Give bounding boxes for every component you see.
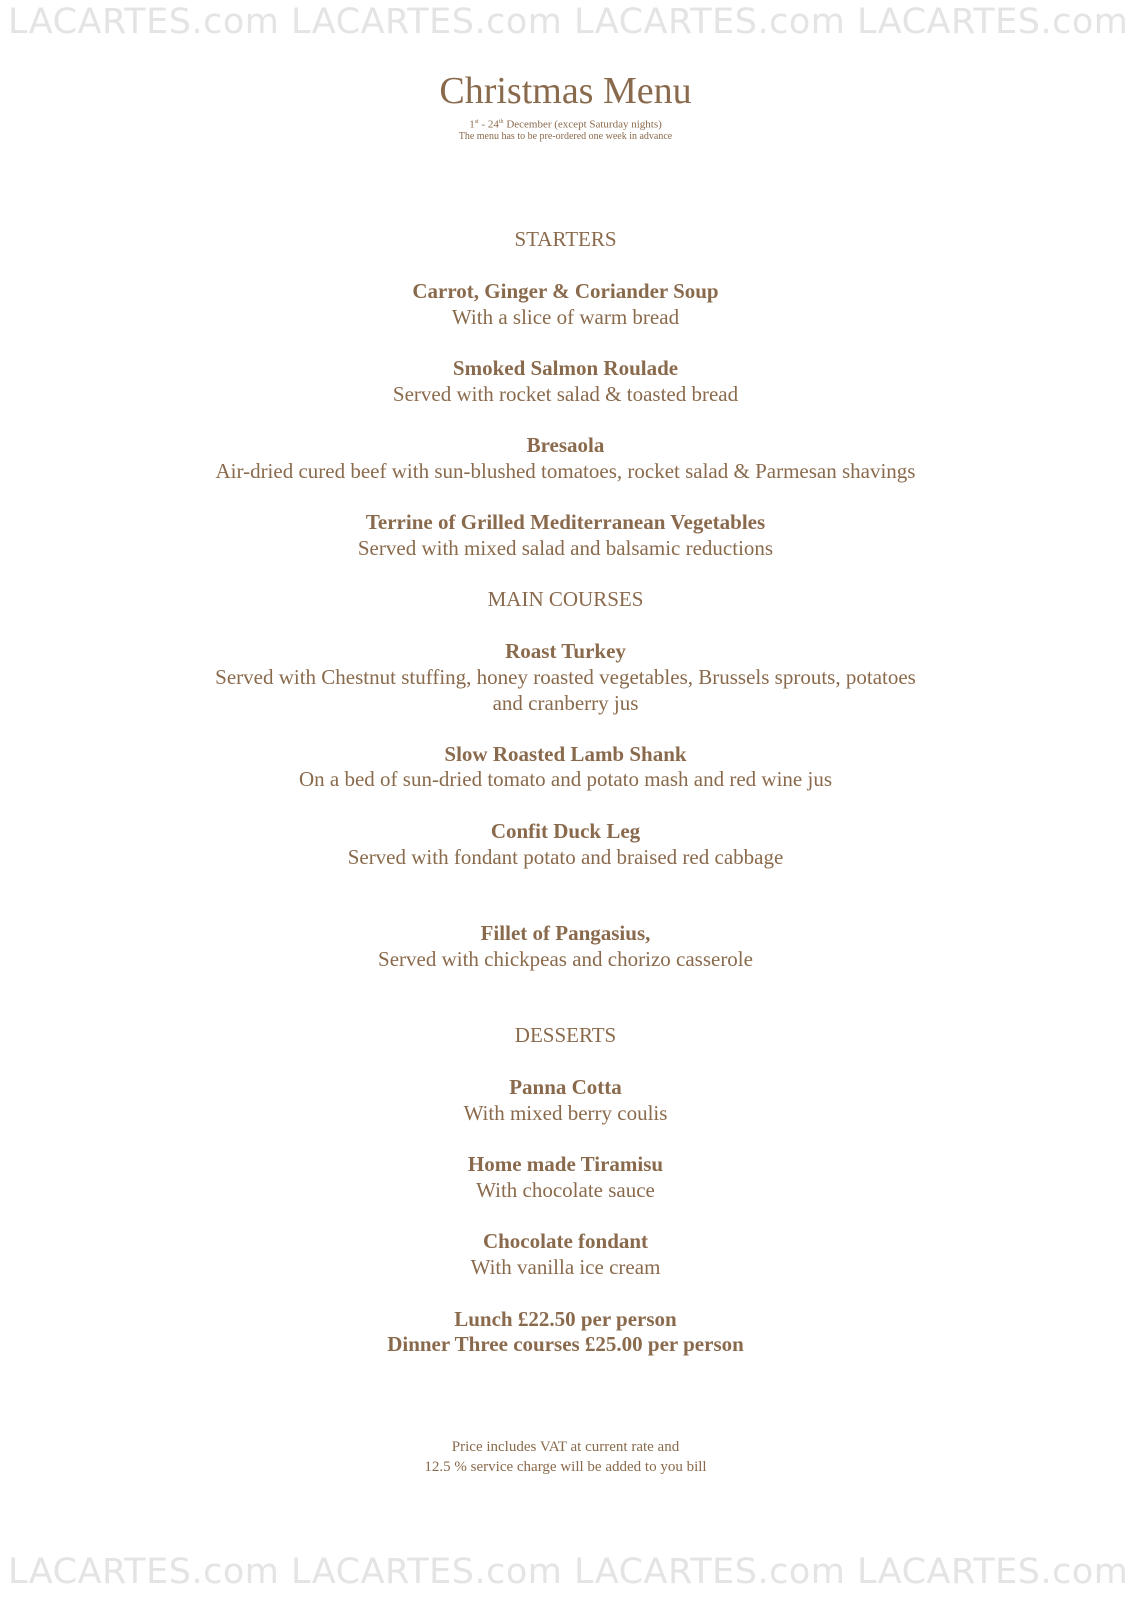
dish-description: Served with Chestnut stuffing, honey roasted vegetables, Brussels sprouts, potatoes [215,665,916,689]
section-heading-desserts: DESSERTS [514,1023,617,1047]
dish-name: Slow Roasted Lamb Shank [444,742,687,766]
dish-description: With chocolate sauce [476,1178,655,1202]
dish-name: Roast Turkey [505,639,626,663]
watermark-top: LACARTES.com LACARTES.com LACARTES.com LACARTES.com [8,2,1129,42]
dish-description: Served with fondant potato and braised red cabbage [347,845,784,869]
dish-name: Confit Duck Leg [490,819,641,843]
dish-name: Bresaola [526,433,605,457]
dish-name: Fillet of Pangasius, [480,921,651,945]
watermark-bottom: LACARTES.com LACARTES.com LACARTES.com LACARTES.com [8,1552,1129,1592]
dish-name: Chocolate fondant [482,1229,649,1253]
lunch-price: Lunch £22.50 per person [454,1307,677,1331]
menu-title: Christmas Menu [439,70,692,112]
dish-description: Served with mixed salad and balsamic reductions [357,536,774,560]
dish-description: On a bed of sun-dried tomato and potato mash and red wine jus [298,767,833,791]
dish-description: and cranberry jus [492,691,639,715]
dish-description: Air-dried cured beef with sun-blushed tomatoes, rocket salad & Parmesan shavings [215,459,916,483]
vat-note: Price includes VAT at current rate and [451,1439,680,1455]
dish-description: With a slice of warm bread [451,305,680,329]
dish-description: With vanilla ice cream [470,1255,661,1279]
dish-name: Carrot, Ginger & Coriander Soup [412,279,719,303]
menu-dates: 1st - 24th December (except Saturday nights) [469,118,662,131]
dinner-price: Dinner Three courses £25.00 per person [387,1332,744,1356]
dish-name: Smoked Salmon Roulade [452,356,679,380]
section-heading-starters: STARTERS [514,227,617,251]
dish-description: Served with chickpeas and chorizo casserole [378,947,753,971]
service-charge-note: 12.5 % service charge will be added to you bill [424,1459,707,1475]
dish-name: Panna Cotta [509,1075,622,1099]
preorder-note: The menu has to be pre-ordered one week in advance [458,131,673,142]
section-heading-main-courses: MAIN COURSES [487,587,644,611]
dish-name: Terrine of Grilled Mediterranean Vegetables [365,510,766,534]
dish-name: Home made Tiramisu [467,1152,664,1176]
dish-description: Served with rocket salad & toasted bread [392,382,739,406]
dish-description: With mixed berry coulis [463,1101,668,1125]
